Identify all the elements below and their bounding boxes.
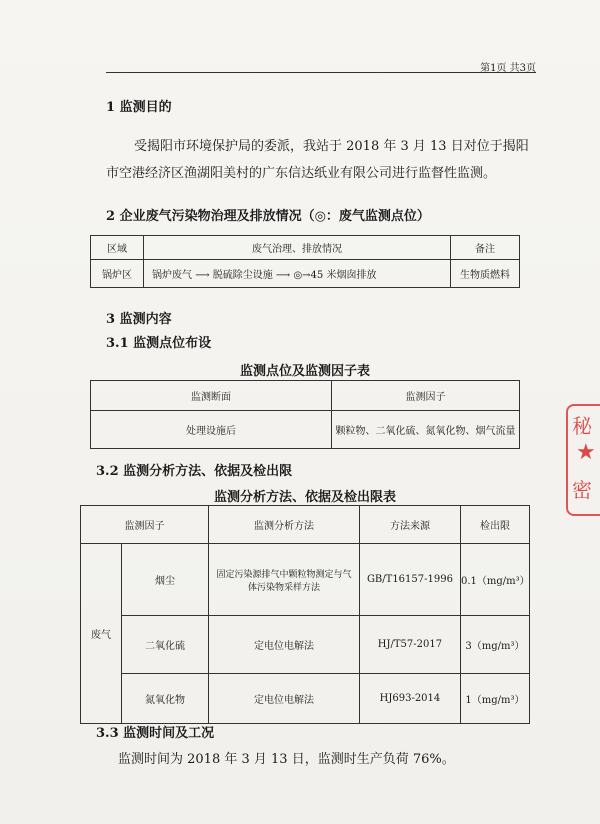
treat-source: 锅炉废气 <box>152 270 192 281</box>
method-cell: 定电位电解法 <box>208 616 359 674</box>
page-number: 第1页 共3页 <box>480 63 536 74</box>
col-source-header: 方法来源 <box>359 506 460 544</box>
note-cell: 生物质燃料 <box>451 260 520 288</box>
factor-cell: 烟尘 <box>122 544 209 616</box>
limit-cell: 0.1（mg/m³） <box>460 544 529 616</box>
method-cell: 固定污染源排气中颗粒物测定与气体污染物采样方法 <box>208 544 359 616</box>
section-2-title: 2 企业废气污染物治理及排放情况（◎：废气监测点位） <box>106 209 430 224</box>
section-3-2-title: 3.2 监测分析方法、依据及检出限 <box>96 464 293 479</box>
methods-table <box>80 505 530 724</box>
section-1-line-2: 市空港经济区渔湖阳美村的广东信达纸业有限公司进行监督性监测。 <box>106 166 497 181</box>
col-note-header: 备注 <box>451 236 520 260</box>
col-treat-header: 废气治理、排放情况 <box>144 236 451 260</box>
factors-cell: 颗粒物、二氧化硫、氮氧化物、烟气流量 <box>332 411 520 449</box>
source-cell: HJ/T57-2017 <box>359 616 460 674</box>
factor-cell: 氮氧化物 <box>122 674 209 724</box>
section-1-title: 1 监测目的 <box>106 100 172 115</box>
limit-cell: 3（mg/m³） <box>460 616 529 674</box>
stamp-text-top: 秘 <box>572 414 592 438</box>
source-cell: GB/T16157-1996 <box>359 544 460 616</box>
points-table <box>90 380 520 449</box>
section-3-title: 3 监测内容 <box>106 312 172 327</box>
source-cell: HJ693-2014 <box>359 674 460 724</box>
treat-facility: 脱硫除尘设施 <box>212 270 273 281</box>
section-1-line-1: 受揭阳市环境保护局的委派，我站于 2018 年 3 月 13 日对位于揭阳 <box>134 139 529 154</box>
section-3-3-body: 监测时间为 2018 年 3 月 13 日，监测时生产负荷 76%。 <box>118 752 455 767</box>
emission-table <box>90 235 520 288</box>
stamp-text-bottom: 密 <box>572 478 592 502</box>
arrow-icon: ⟶ <box>275 270 291 281</box>
table-1-caption: 监测点位及监测因子表 <box>239 364 370 379</box>
table-2-caption: 监测分析方法、依据及检出限表 <box>213 490 396 505</box>
section-3-3-title: 3.3 监测时间及工况 <box>96 726 215 741</box>
col-factor-header: 监测因子 <box>332 381 520 411</box>
col-area-header: 区域 <box>91 236 144 260</box>
section-3-1-title: 3.1 监测点位布设 <box>106 336 212 351</box>
arrow-icon: ⟶ <box>195 270 210 281</box>
star-icon: ★ <box>576 440 596 465</box>
treat-cell <box>144 260 451 288</box>
col-section-header: 监测断面 <box>91 381 332 411</box>
treat-outlet: ◎→45 米烟囱排放 <box>293 270 377 281</box>
section-cell: 处理设施后 <box>91 411 332 449</box>
area-cell: 锅炉区 <box>91 260 144 288</box>
col-limit-header: 检出限 <box>460 506 529 544</box>
col-method-header: 监测分析方法 <box>208 506 359 544</box>
method-cell: 定电位电解法 <box>208 674 359 724</box>
factor-cell: 二氧化硫 <box>122 616 209 674</box>
header-rule <box>106 72 536 73</box>
col-factor-header: 监测因子 <box>81 506 209 544</box>
group-cell: 废气 <box>81 544 122 724</box>
limit-cell: 1（mg/m³） <box>460 674 529 724</box>
